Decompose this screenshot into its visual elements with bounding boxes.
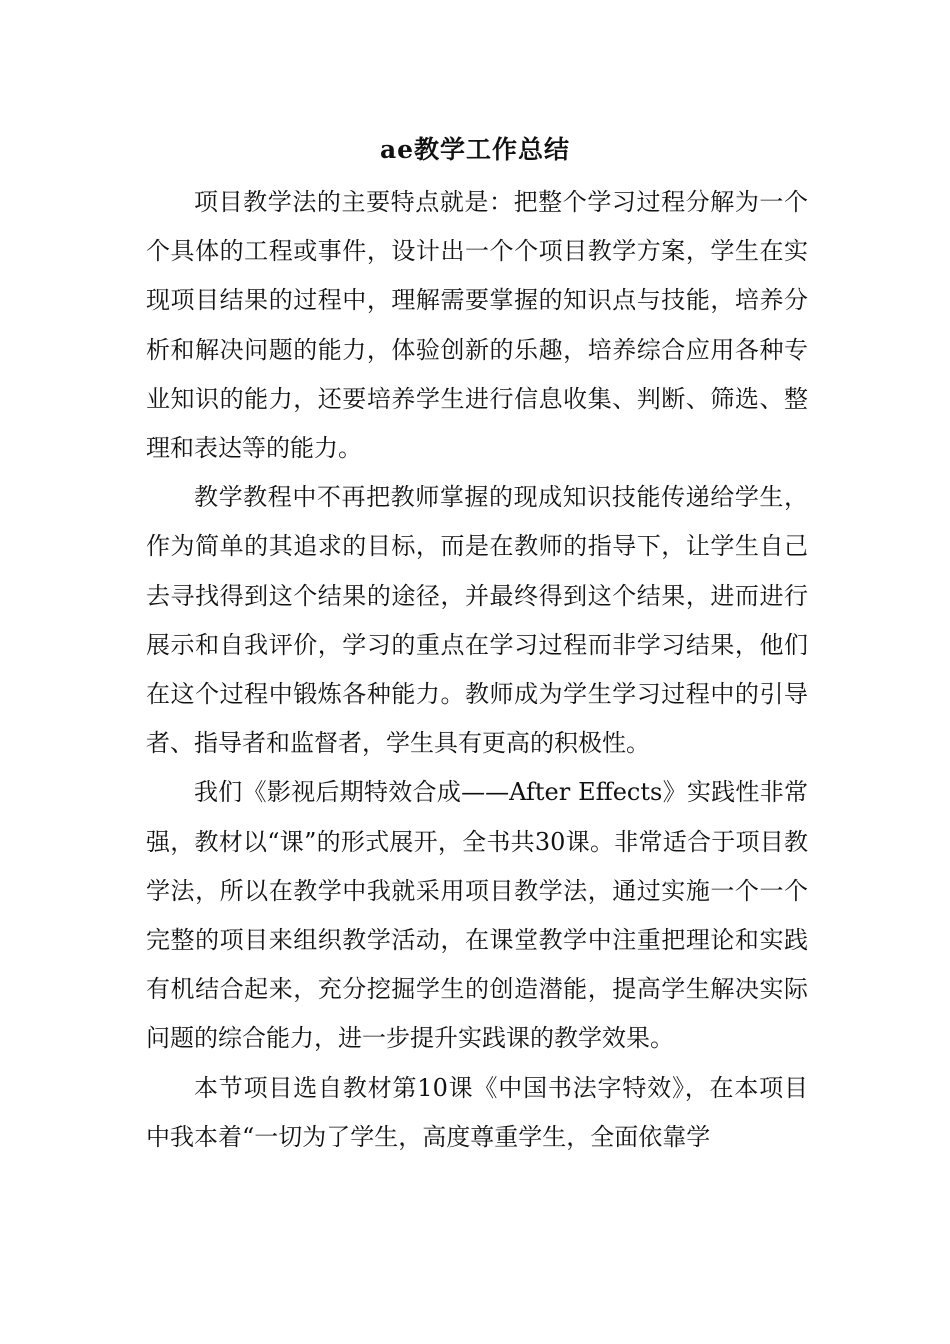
paragraph-4: 本节项目选自教材第10课《中国书法字特效》，在本项目中我本着“一切为了学生，高度尊重学生，全面依靠学 (146, 1073, 808, 1151)
paragraph-3: 我们《影视后期特效合成——After Effects》实践性非常强，教材以“课”的形式展开，全书共30课。非常适合于项目教学法，所以在教学中我就采用项目教学法，通过实施一个一个完整的项目来组织教学活动，在课堂教学中注重把理论和实践有机结合起来，充分挖掘学生的创造潜能，提高学生解决实际问题的综合能力，进一步提升实践课的教学效果。 (146, 778, 808, 1053)
document-body (146, 178, 808, 1162)
document-title: ae教学工作总结 (379, 135, 571, 164)
paragraph-1: 项目教学法的主要特点就是：把整个学习过程分解为一个个具体的工程或事件，设计出一个个项目教学方案，学生在实现项目结果的过程中，理解需要掌握的知识点与技能，培养分析和解决问题的能力，体验创新的乐趣，培养综合应用各种专业知识的能力，还要培养学生进行信息收集、判断、筛选、整理和表达等的能力。 (146, 188, 808, 463)
paragraph-2: 教学教程中不再把教师掌握的现成知识技能传递给学生，作为简单的其追求的目标，而是在教师的指导下，让学生自己去寻找得到这个结果的途径，并最终得到这个结果，进而进行展示和自我评价，学习的重点在学习过程而非学习结果，他们在这个过程中锻炼各种能力。教师成为学生学习过程中的引导者、指导者和监督者，学生具有更高的积极性。 (146, 483, 808, 758)
